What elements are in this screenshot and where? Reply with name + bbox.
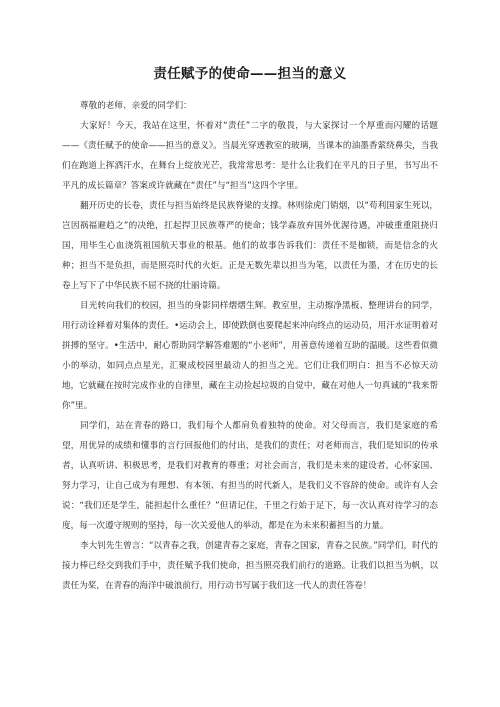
paragraph-5: 李大钊先生曾言：“以青春之我，创建青春之家庭，青春之国家，青春之民族。”同学们，时代的接力棒已经交到我们手中，责任赋予我们使命，担当照亮我们前行的道路。让我们以担当为帆，以责任为桨，在青春的海洋中破浪前行，用行动书写属于我们这一代人的责任答卷！ (62, 541, 438, 591)
paragraph-4: 同学们，站在青春的路口，我们每个人都肩负着独特的使命。对父母而言，我们是家庭的希望，用优异的成绩和懂事的言行回报他们的付出，是我们的责任；对老师而言，我们是知识的传承者，认真听讲、积极思考，是我们对教育的尊重；对社会而言，我们是未来的建设者，心怀家国、努力学习，让自己成为有理想、有本领、有担当的时代新人，是我们义不容辞的使命。或许有人会说：“我们还是学生，能担起什么重任？”但请记住，千里之行始于足下，每一次认真对待学习的态度，每一次遵守规则的坚持，每一次关爱他人的举动，都是在为未来积蓄担当的力量。 (62, 421, 438, 531)
paragraph-3: 目光转向我们的校园，担当的身影同样熠熠生辉。教室里，主动擦净黑板、整理讲台的同学，用行动诠释着对集体的责任。•运动会上，即使跌倒也要爬起来冲向终点的运动员，用汗水证明着对拼搏的坚守。•生活中，耐心帮助同学解答难题的“小老师”，用善意传递着互助的温暖。这些看似微小的举动，如同点点星光，汇聚成校园里最动人的担当之光。它们让我们明白：担当不必惊天动地，它就藏在按时完成作业的自律里，藏在主动捡起垃圾的自觉中，藏在对他人一句真诚的“我来帮你”里。 (62, 301, 438, 411)
paragraph-2: 翻开历史的长卷，责任与担当始终是民族脊梁的支撑。林则徐虎门销烟，以“苟利国家生死以，岂因祸福避趋之”的决绝，扛起捍卫民族尊严的使命；钱学森放弃国外优渥待遇，冲破重重阻挠归国，用毕生心血浇筑祖国航天事业的根基。他们的故事告诉我们：责任不是枷锁，而是信念的火种；担当不是负担，而是照亮时代的火炬。正是无数先辈以担当为笔，以责任为墨，才在历史的长卷上写下了中华民族不屈不挠的壮丽诗篇。 (62, 201, 438, 291)
document-title: 责任赋予的使命——担当的意义 (153, 66, 347, 82)
document-page (62, 62, 438, 596)
salutation: 尊敬的老师、亲爱的同学们： (80, 101, 192, 111)
paragraph-1: 大家好！今天，我站在这里，怀着对“责任”二字的敬畏，与大家探讨一个厚重而闪耀的话题——《责任赋予的使命——担当的意义》。当晨光穿透教室的玻璃，当课本的油墨香萦绕鼻尖，当我们在跑道上挥洒汗水，在舞台上绽放光芒，我常常思考：是什么让我们在平凡的日子里，书写出不平凡的成长篇章？答案或许就藏在“责任”与“担当”这四个字里。 (62, 121, 438, 191)
